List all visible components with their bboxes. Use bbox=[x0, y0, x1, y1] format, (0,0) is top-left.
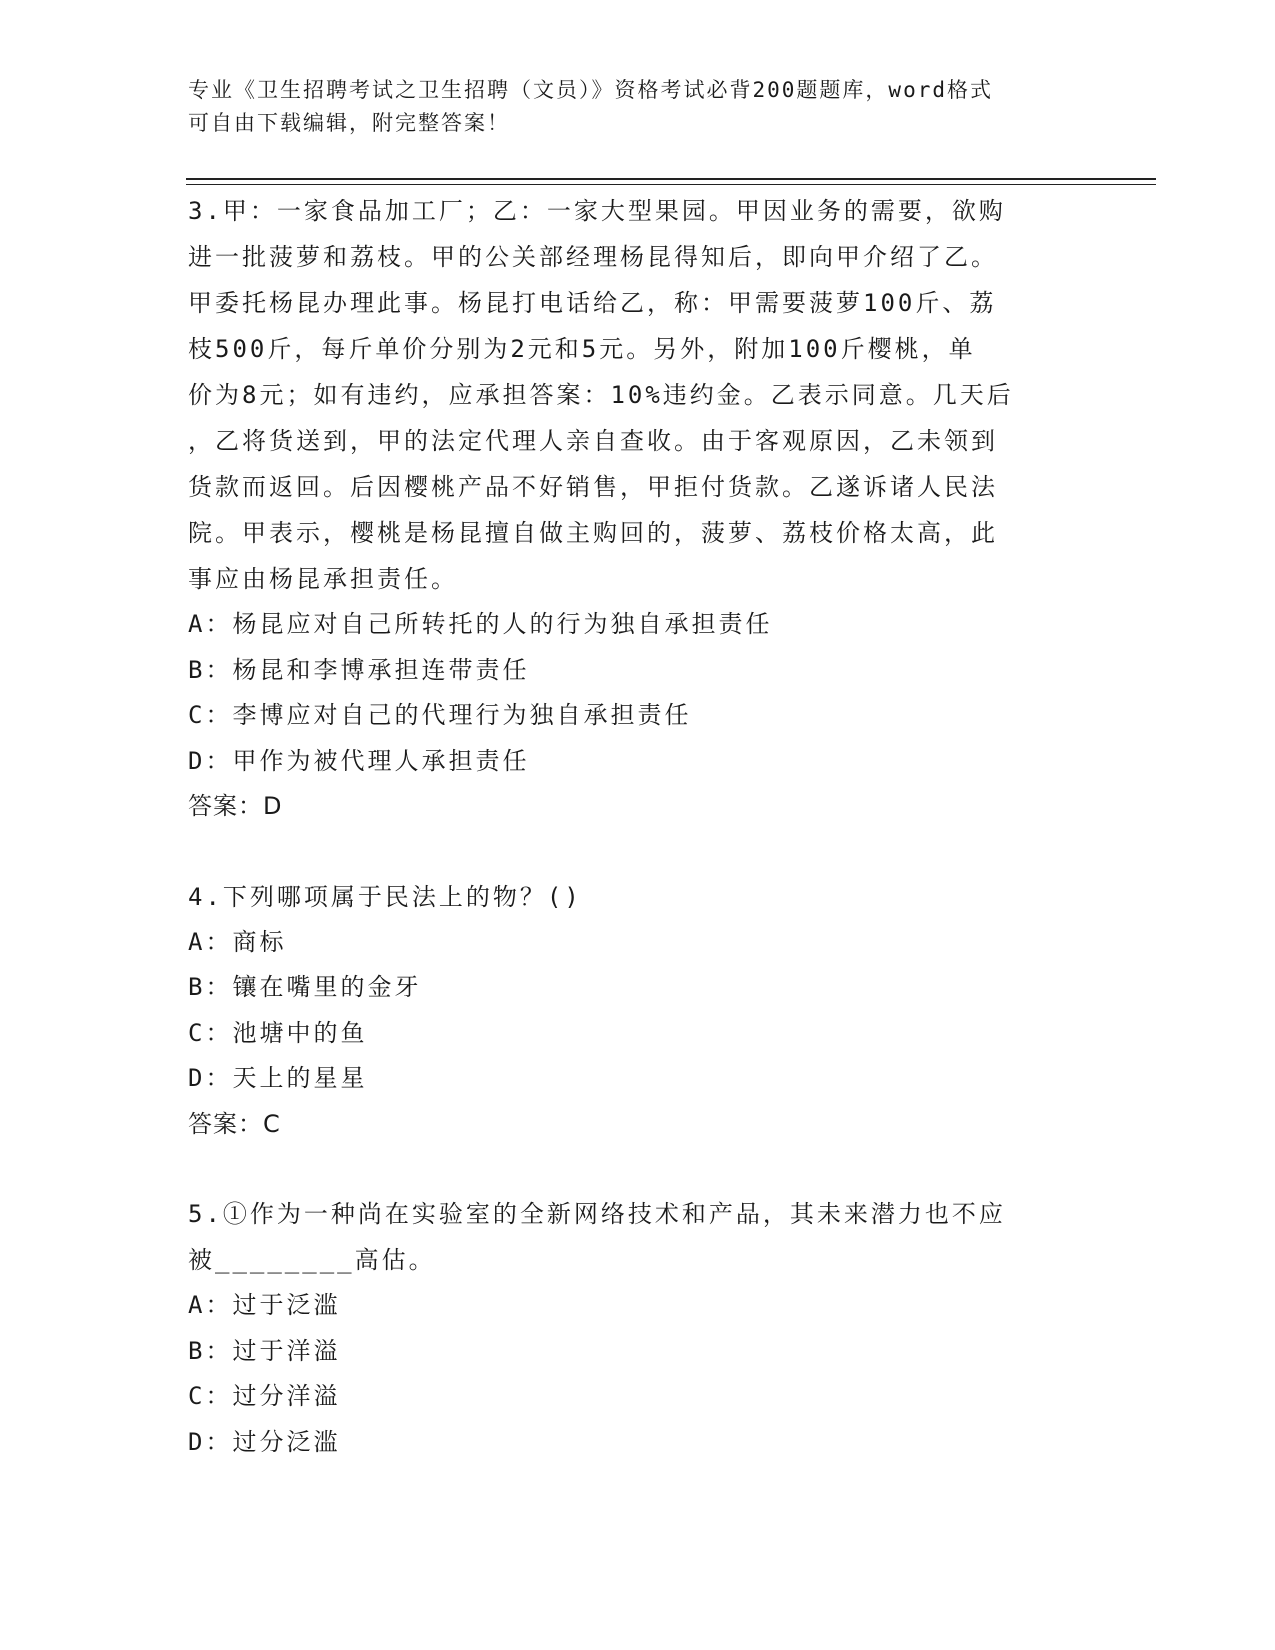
option-d: D：甲作为被代理人承担责任 bbox=[188, 746, 530, 775]
header-divider-thin bbox=[186, 184, 1156, 185]
option-b: B：杨昆和李博承担连带责任 bbox=[188, 655, 530, 684]
question-spacer bbox=[188, 830, 1088, 874]
question-stem-line: 事应由杨昆承担责任。 bbox=[188, 565, 458, 593]
option-a: A：过于泛滥 bbox=[188, 1291, 341, 1319]
option-b: B：镶在嘴里的金牙 bbox=[188, 973, 422, 1001]
document-header bbox=[188, 74, 1088, 140]
header-title-line-1: 专业《卫生招聘考试之卫生招聘（文员）》资格考试必背200题题库，word格式 bbox=[188, 78, 993, 102]
question-stem-line: 枝500斤，每斤单价分别为2元和5元。另外，附加100斤樱桃，单 bbox=[188, 335, 976, 363]
question-stem-line: 甲委托杨昆办理此事。杨昆打电话给乙，称：甲需要菠萝100斤、荔 bbox=[188, 289, 997, 317]
question-block bbox=[188, 188, 1088, 830]
question-stem-line: 4.下列哪项属于民法上的物？() bbox=[188, 882, 582, 911]
question-block bbox=[188, 1191, 1088, 1465]
option-a: A：商标 bbox=[188, 927, 287, 956]
option-d: D：天上的星星 bbox=[188, 1064, 368, 1092]
option-c: C：李博应对自己的代理行为独自承担责任 bbox=[188, 701, 692, 729]
answer-line: 答案：D bbox=[188, 792, 283, 820]
question-stem-line: 被________高估。 bbox=[188, 1246, 436, 1274]
question-stem bbox=[188, 188, 1088, 602]
question-stem-line: 货款而返回。后因樱桃产品不好销售，甲拒付货款。乙遂诉诸人民法 bbox=[188, 473, 998, 501]
option-d: D：过分泛滥 bbox=[188, 1427, 341, 1456]
option-b: B：过于洋溢 bbox=[188, 1336, 341, 1365]
question-stem-line: 价为8元；如有违约，应承担答案：10%违约金。乙表示同意。几天后 bbox=[188, 381, 1014, 409]
option-a: A：杨昆应对自己所转托的人的行为独自承担责任 bbox=[188, 610, 773, 638]
question-stem-line: 5.①作为一种尚在实验室的全新网络技术和产品，其未来潜力也不应 bbox=[188, 1200, 1006, 1228]
question-block bbox=[188, 874, 1088, 1148]
question-stem-line: ，乙将货送到，甲的法定代理人亲自查收。由于客观原因，乙未领到 bbox=[188, 427, 998, 455]
question-spacer bbox=[188, 1147, 1088, 1191]
question-stem-line: 进一批菠萝和荔枝。甲的公关部经理杨昆得知后，即向甲介绍了乙。 bbox=[188, 243, 998, 271]
option-c: C：池塘中的鱼 bbox=[188, 1018, 368, 1047]
header-divider-thick bbox=[186, 178, 1156, 180]
question-list bbox=[188, 188, 1088, 1465]
answer-line: 答案：C bbox=[188, 1109, 281, 1138]
header-title-line-2: 可自由下载编辑，附完整答案！ bbox=[188, 111, 510, 135]
question-stem-line: 3.甲：一家食品加工厂；乙：一家大型果园。甲因业务的需要，欲购 bbox=[188, 197, 1006, 225]
option-c: C：过分洋溢 bbox=[188, 1382, 341, 1410]
question-stem-line: 院。甲表示，樱桃是杨昆擅自做主购回的，菠萝、荔枝价格太高，此 bbox=[188, 519, 998, 547]
